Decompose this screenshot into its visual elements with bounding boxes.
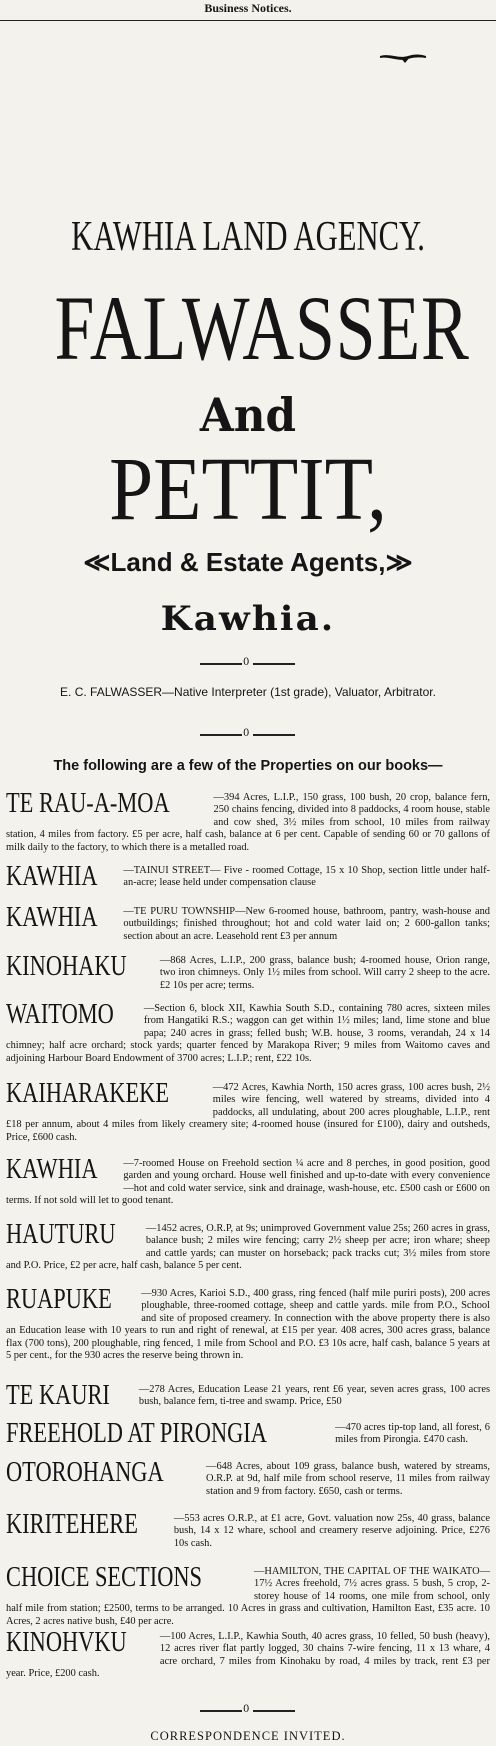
left-flourish-icon: ≪ (83, 547, 111, 577)
listing (6, 788, 490, 854)
listing-heading: KINOHAKU (6, 951, 127, 982)
listing-text: —868 Acres, L.I.P., 200 grass, balance bush; 4-roomed house, Orion range, two iron chimneys. Only 1½ miles from school. Will carry 2 sheep to the acre. £2 10s per acre; terms. (159, 955, 490, 991)
section-header: Business Notices. (0, 0, 496, 21)
listing-heading: WAITOMO (6, 999, 114, 1030)
listing (6, 1457, 490, 1498)
listing-text: —7-roomed House on Freehold section ¼ acre and 8 perches, in good position, good garden and young orchard. House well finished and up-to-date with every convenience—hot and cold water service, sink and drainage, wash-house, etc. £500 cash or £600 on terms. If not sold will let to good tenant. (6, 1158, 490, 1207)
divider-rule (253, 1710, 295, 1712)
listing-heading: CHOICE SECTIONS (6, 1562, 203, 1593)
listing-text: —648 Acres, about 109 grass, balance bush, watered by streams, O.R.P. at 9d, half mile from school reserve, 11 miles from railway station and 9 from factory. £650, cash or terms. (206, 1461, 490, 1497)
listing-heading: KAIHARAKEKE (6, 1078, 170, 1109)
listing-heading: KINOHVKU (6, 1627, 127, 1658)
listing (6, 1219, 490, 1273)
listing-text: —TAINUI STREET— Five - roomed Cottage, 15 x 10 Shop, section little under half-an-acre; lease held under compensation clause (123, 865, 490, 889)
listing-text: —278 Acres, Education Lease 21 years, rent £6 year, seven acres grass, 100 acres bush, balance fern, ti-tree and swamp. Price, £50 (138, 1384, 490, 1408)
listing-heading: RUAPUKE (6, 1284, 112, 1315)
divider-mark: 0 (243, 1704, 250, 1715)
listing-text: —553 acres O.R.P., at £1 acre, Govt. valuation now 25s, 40 grass, balance bush, 14 x 12 whare, school and creamery reserve adjoining. Price, £276 10s cash. (173, 1513, 490, 1549)
listing-text: —Section 6, block XII, Kawhia South S.D., containing 780 acres, sixteen miles from Hangatiki R.S.; waggon can get within 1½ miles; land, lime stone and blue papa; 240 acres in grass; felled bush; W.B. house, 3 rooms, verandah, 24 x 14 chimney; half acre orchard; stock yards; quarter fenced by Marakopa River; 9 miles from Waitomo caves and adjoining Harbour Board Endowment of 3700 acres; L.I.P.; rent, £22 10s. (6, 1003, 490, 1064)
listing-text: —930 Acres, Karioi S.D., 400 grass, ring fenced (half mile puriri posts), 200 acres ploughable, three-roomed cottage, sheep and cattle yards. mile from P.O., School and site of proposed creamery. In connection with the above property there is also an Education lease with 10 years to run and right of renewal, at £15 per year. 408 acres, 300 acres grass, balance flax (700 tons), 200 ploughable, ring fenced, 1 mile from School and P.O. £3 10s acre, half cash, balance 5 years at 5 per cent., for the 930 acres the reserve being thrown in. (6, 1288, 490, 1362)
listing (6, 1078, 490, 1144)
divider-rule (200, 1710, 242, 1712)
listing-text: —HAMILTON, THE CAPITAL OF THE WAIKATO—17½ Acres freehold, 7½ acres grass. 5 bush, 5 crop, 2-storey house of 14 rooms, one mile from school, only half mile from station; £2500, terms to be arranged. 10 Acres in grass and cultivation, Hamilton East, £35 acre. 10 Acres, 2 acres native bush, £40 per acre. (6, 1566, 490, 1627)
listing-text: —1452 acres, O.R.P, at 9s; unimproved Government value 25s; 260 acres in grass, balance bush; 2 miles wire fencing; carry 2½ sheep per acre; iron whare; sheep and cattle yards; can muster on horseback; pack tracks cut; 3½ miles from store and P.O. Price, £2 per acre, half cash, balance 5 per cent. (6, 1223, 490, 1272)
flourish-ornament (378, 50, 428, 64)
listing (6, 1380, 490, 1411)
listing (6, 902, 490, 943)
listing-text: —394 Acres, L.I.P., 150 grass, 100 bush, 20 crop, balance fern, 250 chains fencing, divided into 8 paddocks, 4 room house, stable and cow shed, 3½ miles from school, 10 miles from railway station, 4 miles from factory. £5 per acre, half cash, balance at 6 per cent. Capable of sending 60 or 70 gallons of milk daily to the factory, to which there is a metalled road. (6, 792, 490, 853)
listing (6, 1562, 490, 1628)
listing (6, 861, 490, 892)
listing (6, 1627, 490, 1681)
listing (6, 999, 490, 1065)
interpreter-line: E. C. FALWASSER—Native Interpreter (1st grade), Valuator, Arbitrator. (60, 685, 436, 699)
firm-name-and: And (199, 388, 297, 442)
tagline (0, 545, 496, 579)
divider-mark: 0 (243, 657, 250, 668)
listing-text: —TE PURU TOWNSHIP—New 6-roomed house, bathroom, pantry, wash-house and outbuildings; finished throughout; hot and cold water laid on; 2 600-gallon tanks; section about an acre. Leasehold rent £3 per annum (123, 906, 490, 942)
footer-text: CORRESPONDENCE INVITED. (150, 1729, 346, 1743)
listing (6, 1154, 490, 1208)
divider-rule (253, 734, 295, 736)
divider-rule (200, 663, 242, 665)
listing (6, 951, 490, 992)
right-flourish-icon: ≫ (385, 547, 413, 577)
listing-heading: KIRITEHERE (6, 1509, 138, 1540)
divider-rule (253, 663, 295, 665)
listing-heading: FREEHOLD AT PIRONGIA (6, 1418, 267, 1449)
listing-text: —472 Acres, Kawhia North, 150 acres grass, 100 acres bush, 2½ miles wire fencing, well watered by streams, divided into 4 paddocks, all undulating, about 200 acres ploughable, L.I.P., rent £18 per annum, about 4 miles from likely creamery site; 4-roomed house (insured for £100), dairy and outsheds, Price, £600 cash. (6, 1082, 490, 1143)
listing-heading: HAUTURU (6, 1219, 116, 1250)
divider-mark: 0 (243, 728, 250, 739)
listing-heading: KAWHIA (6, 902, 98, 933)
listing-heading: TE KAURI (6, 1380, 110, 1411)
listing-heading: KAWHIA (6, 861, 98, 892)
listing-text: —470 acres tip-top land, all forest, 6 miles from Pirongia. £470 cash. (335, 1422, 490, 1446)
agency-title: KAWHIA LAND AGENCY. (71, 214, 425, 260)
listing (6, 1284, 490, 1362)
firm-name-falwasser: FALWASSER (54, 277, 470, 379)
listing-heading: KAWHIA (6, 1154, 98, 1185)
divider-rule (200, 734, 242, 736)
firm-name-pettit: PETTIT, (109, 440, 387, 539)
listing (6, 1509, 490, 1550)
listing-text: —100 Acres, L.I.P., Kawhia South, 40 acres grass, 10 felled, 50 bush (heavy), 12 acres river flat partly logged, 30 chains 7-wire fencing, 11 x 13 whare, 4 acre orchard, 7 miles from Kinohaku by road, 4 miles by track, rent £3 per year. Price, £200 cash. (6, 1631, 490, 1680)
listings-intro: The following are a few of the Properties on our books— (53, 758, 443, 774)
place-name: Kawhia. (160, 599, 336, 639)
listing-heading: TE RAU-A-MOA (6, 788, 170, 819)
listing (6, 1418, 490, 1449)
tagline-text: Land & Estate Agents, (110, 547, 386, 577)
listing-heading: OTOROHANGA (6, 1457, 164, 1488)
